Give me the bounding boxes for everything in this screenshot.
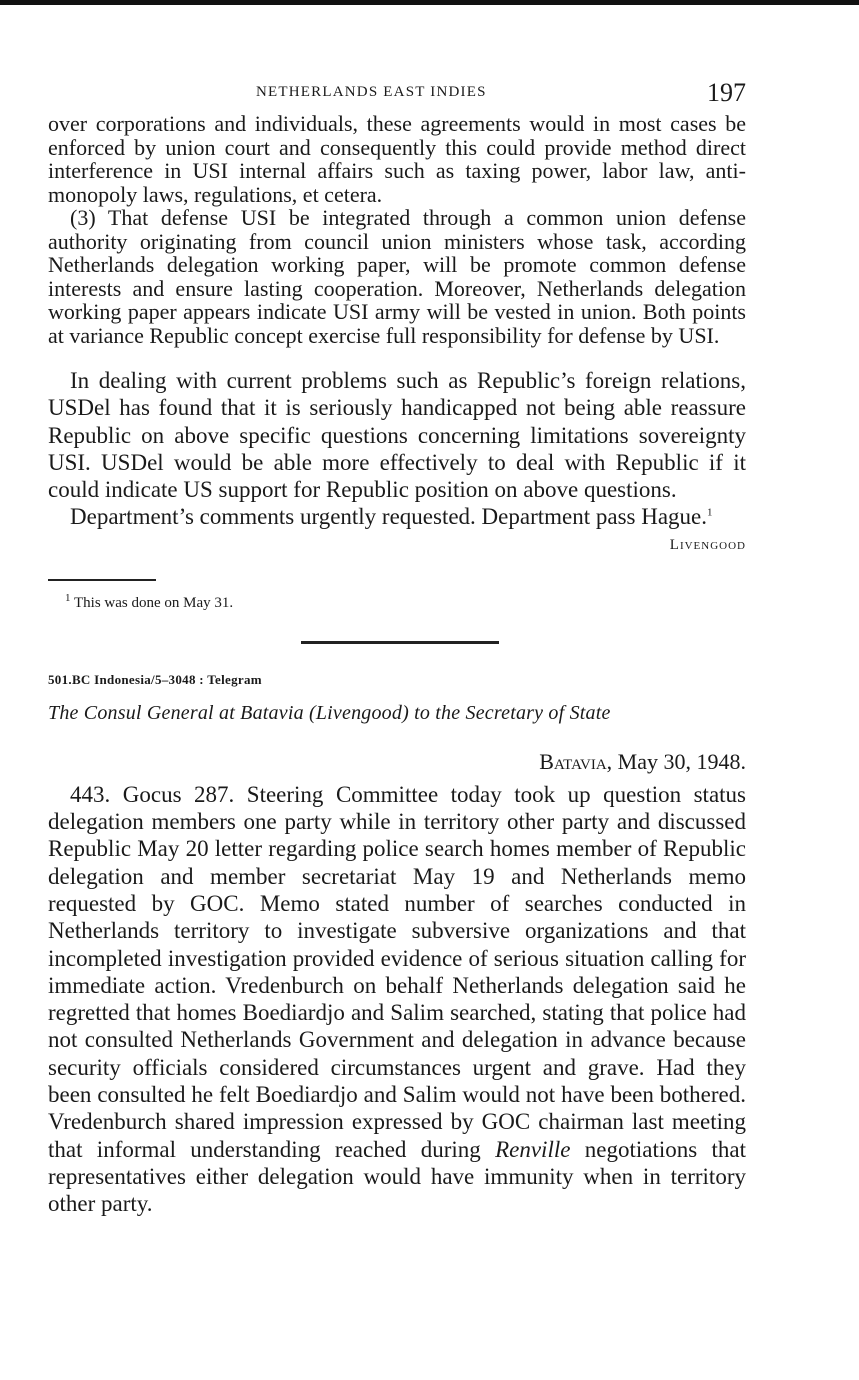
dateline-place: Batavia, <box>539 748 613 774</box>
signature: Livengood <box>669 536 746 553</box>
footnote <box>65 591 746 612</box>
running-head: NETHERLANDS EAST INDIES <box>256 84 487 100</box>
request-paragraph <box>48 503 746 530</box>
page <box>48 78 746 1218</box>
usdel-paragraph: In dealing with current problems such as Republic’s foreign relations, USDel has found that it is seriously handicapped not being able reassure Republic on above specific questions concerning limitations sovereignty USI. USDel would be able more effectively to deal with Republic if it could indicate US support for Republic position on above questions. <box>48 368 746 503</box>
section-divider <box>301 641 499 644</box>
request-text: Department’s comments urgently requested. Department pass Hague. <box>70 504 708 530</box>
page-number: 197 <box>707 78 746 107</box>
footnote-text: This was done on May 31. <box>73 594 234 611</box>
footnote-ref: 1 <box>707 506 713 519</box>
footnote-marker: 1 <box>65 591 71 604</box>
dateline-date: May 30, 1948. <box>612 748 746 774</box>
footnote-divider <box>48 579 156 581</box>
italic-term: Renville <box>495 1136 571 1162</box>
telegram-text: 443. Gocus 287. Steering Committee today took up question status delegation members one party while in territory other party and discussed Republic May 20 letter regarding police search homes member of Republic delegation and member secretariat May 19 and Netherlands memo requested by GOC. Memo stated number of searches conducted in Netherlands territory to investigate subversive organizations and that incompleted investigation provided evidence of serious situation calling for immediate action. Vredenburch on behalf Netherlands delegation said he regretted that homes Boediardjo and Salim searched, stating that police had not consulted Netherlands Government and delegation in advance because security officials considered circumstances urgent and grave. Had they been consulted he felt Boediardjo and Salim would not have been bothered. Vredenburch shared impression expressed by GOC chairman last meeting that informal understanding reached during <box>48 781 746 1162</box>
dateline <box>48 749 746 775</box>
file-reference: 501.BC Indonesia/5–3048 : Telegram <box>48 671 262 687</box>
page-header <box>48 78 746 112</box>
telegram-body <box>48 781 746 1218</box>
top-edge-rule <box>0 0 859 5</box>
document-title: The Consul General at Batavia (Livengood) to the Secretary of State <box>48 701 611 724</box>
telegram-text-end: negotiations that representatives either delegation would have immunity when in territory other party. <box>48 1136 746 1217</box>
defense-paragraph: (3) That defense USI be integrated through a common union defense authority originating from council union ministers whose task, according Netherlands delegation working paper, will be promote common defense interests and ensure lasting cooperation. Moreover, Netherlands delegation working paper appears indicate USI army will be vested in union. Both points at variance Republic concept exercise full responsibility for defense by USI. <box>48 205 746 348</box>
continuation-paragraph: over corporations and individuals, these agreements would in most cases be enforced by union court and consequently this could provide method direct interference in USI internal affairs such as taxing power, labor law, anti-monopoly laws, regulations, et cetera. <box>48 111 746 207</box>
